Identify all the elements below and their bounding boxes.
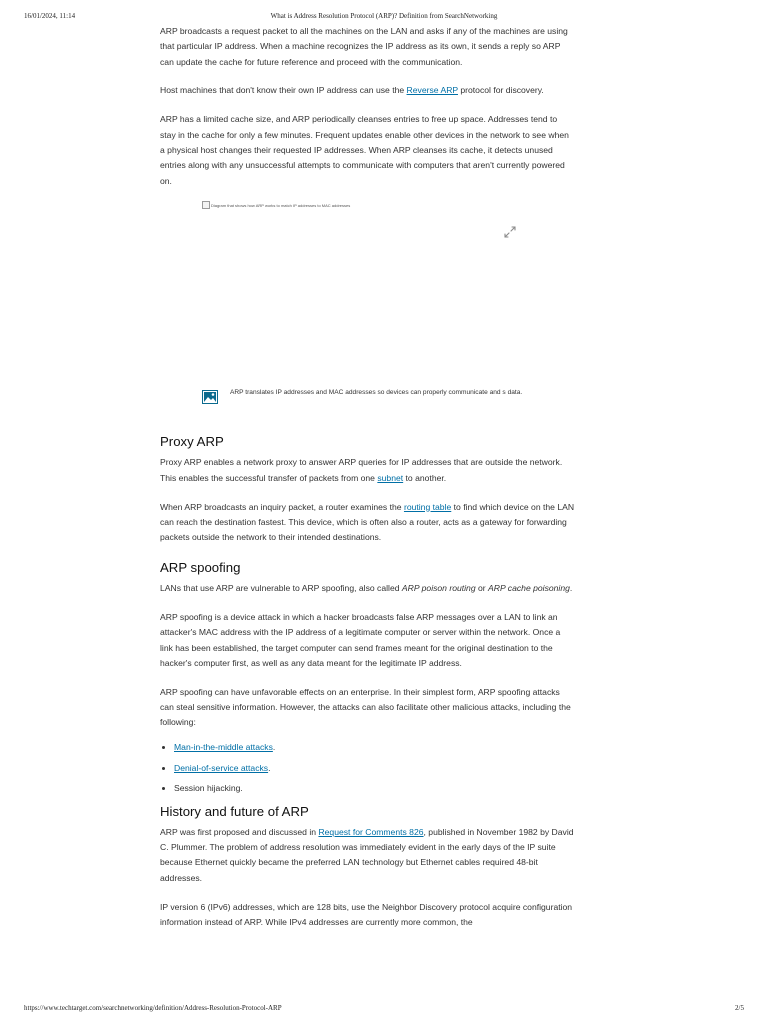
list-item: • Session hijacking. xyxy=(174,782,575,794)
heading-arp-spoofing: ARP spoofing xyxy=(160,560,241,576)
rfc-826-link[interactable]: Request for Comments 826 xyxy=(318,826,424,837)
caption-text: ARP translates IP addresses and MAC addresses so devices can properly communicate and s data. xyxy=(230,389,523,397)
paragraph-spoofing-definition: ARP spoofing is a device attack in which a hacker broadcasts false ARP messages over a LAN to link an attacker's MAC address with the IP address of a legitimate computer or server within the network. Once a link has been established, the target computer can send frames meant for the original destination to the hacker's computer first, as well as any data meant for the legitimate IP address. xyxy=(160,612,561,668)
subnet-link[interactable]: subnet xyxy=(377,472,404,483)
expand-icon[interactable] xyxy=(503,225,517,239)
denial-of-service-link[interactable]: Denial-of-service attacks xyxy=(174,762,269,773)
print-header xyxy=(0,12,768,22)
man-in-the-middle-link[interactable]: Man-in-the-middle attacks xyxy=(174,742,273,753)
paragraph-spoofing-effects: ARP spoofing can have unfavorable effects on an enterprise. In their simplest form, ARP spoofing attacks can steal sensitive information. However, the attacks can also facilitate other malicious attacks, including the following: xyxy=(160,686,571,728)
print-date: 16/01/2024, 11:14 xyxy=(24,12,76,20)
diagram-image: Diagram that shows how ARP works to match IP addresses to MAC addresses xyxy=(202,201,350,209)
print-page-title: What is Address Resolution Protocol (ARP)? Definition from SearchNetworking xyxy=(270,12,498,20)
figure-caption xyxy=(202,387,535,404)
routing-table-link[interactable]: routing table xyxy=(403,501,452,512)
list-item: • Denial-of-service attacks. xyxy=(174,762,575,774)
print-url: https://www.techtarget.com/searchnetworking/definition/Address-Resolution-Protocol-ARP xyxy=(24,1004,282,1012)
page-number: 2/5 xyxy=(735,1004,744,1012)
heading-proxy-arp: Proxy ARP xyxy=(160,434,224,450)
heading-history: History and future of ARP xyxy=(160,803,309,819)
paragraph-proxy-arp: Proxy ARP enables a network proxy to answer ARP queries for IP addresses that are outside the network. This enables the successful transfer of packets from one subnet to another. xyxy=(160,457,563,483)
reverse-arp-link[interactable]: Reverse ARP xyxy=(406,85,458,96)
broken-image-icon xyxy=(202,201,210,209)
print-footer xyxy=(0,1004,768,1014)
paragraph-reverse-arp: Host machines that don't know their own IP address can use the Reverse ARP protocol for discovery. xyxy=(160,85,544,96)
paragraph-routing: When ARP broadcasts an inquiry packet, a router examines the routing table to find which device on the LAN can reach the destination fastest. This device, which is often also a router, acts as a gateway for forwarding packets outside the network to their intended destinations. xyxy=(160,501,575,543)
list-item: • Man-in-the-middle attacks. xyxy=(174,741,575,753)
paragraph-spoofing-intro: LANs that use ARP are vulnerable to ARP spoofing, also called ARP poison routing or ARP cache poisoning. xyxy=(160,583,573,594)
attack-list xyxy=(174,741,575,794)
paragraph-ipv6: IP version 6 (IPv6) addresses, which are 128 bits, use the Neighbor Discovery protocol acquire configuration information instead of ARP. While IPv4 addresses are currently more common, the xyxy=(160,901,573,927)
article-body xyxy=(160,24,575,944)
paragraph-arp-cache: ARP has a limited cache size, and ARP periodically cleanses entries to free up space. Addresses tend to stay in the cache for only a few minutes. Frequent updates enable other devices in the network to see when a physical host changes their requested IP addresses. When ARP cleanses its cache, it detects unused entries along with any unsuccessful attempts to communicate with computers that aren't currently powered on. xyxy=(160,114,569,186)
paragraph-history: ARP was first proposed and discussed in Request for Comments 826, published in November 1982 by David C. Plummer. The problem of address resolution was immediately evident in the early days of the IP suite because Ethernet quickly became the preferred LAN technology but Ethernet cables required 48-bit addresses. xyxy=(160,826,574,883)
arp-diagram-figure xyxy=(202,201,542,421)
paragraph-arp-broadcast: ARP broadcasts a request packet to all the machines on the LAN and asks if any of the machines are using that particular IP address. When a machine recognizes the IP address as its own, it sends a reply so ARP can update the cache for future reference and proceed with the communication. xyxy=(160,26,568,67)
image-icon xyxy=(202,390,218,404)
